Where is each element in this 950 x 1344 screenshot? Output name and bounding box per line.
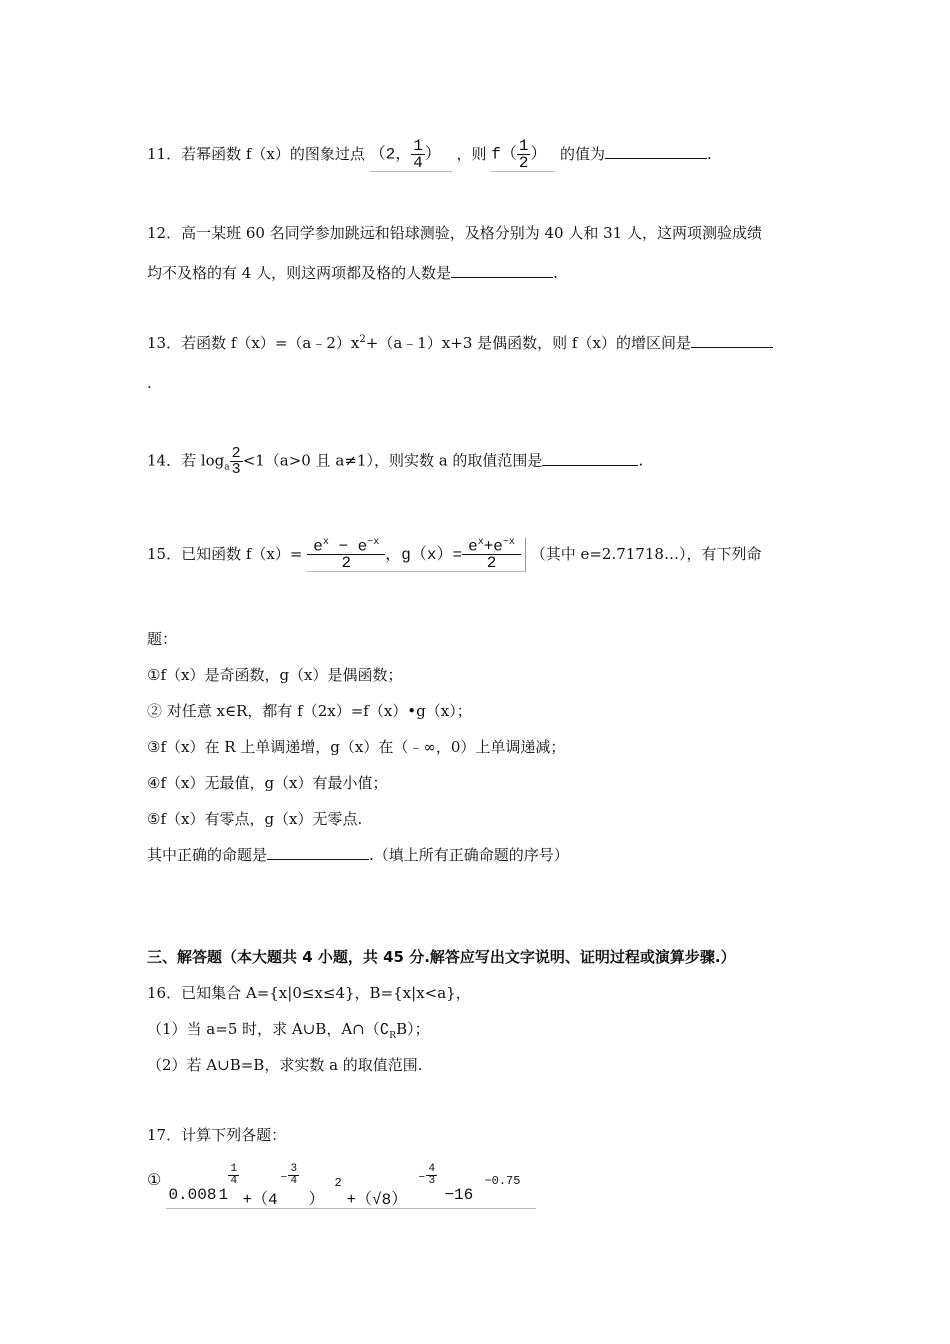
q15-item-4: ④f（x）无最值，g（x）有最小值；: [147, 774, 388, 792]
q14-fraction: $\frac{2}{3}$: [231, 445, 241, 478]
question-15-line2: 题：: [147, 630, 178, 648]
q12-answer-blank[interactable]: [451, 263, 553, 278]
q11-mid: ，则: [456, 145, 487, 163]
q15-item-2: ② 对任意 x∈R，都有 f（2x）=f（x）•g（x）；: [147, 702, 472, 720]
question-14: 14．若 $\log_a$ $\frac{2}{3}$ <1（a>0 且 a≠1），则实数 a 的取值范围是 .: [147, 445, 644, 478]
q15-item-1: ①f（x）是奇函数，g（x）是偶函数；: [147, 666, 403, 684]
q13-answer-blank[interactable]: [691, 333, 773, 348]
q11-prefix: 11．若幂函数 f（x）的图象过点: [147, 145, 365, 163]
q11-answer-blank[interactable]: [605, 144, 707, 159]
question-16-part1: （1）当 a=5 时，求 A∪B，$A\cap(∁_RB)$；: [147, 1020, 430, 1041]
q15-final: 其中正确的命题是 .（填上所有正确命题的序号）: [147, 846, 569, 864]
question-11: 11．若幂函数 f（x）的图象过点 （2， $\frac{1}{4}$ ） ，则 f（ $\frac{1}{2}$ ） 的值为 .: [147, 137, 712, 172]
question-13: 13．若函数 $f(x)=(a﹣2)x^2+(a﹣1)x+3$ 是偶函数，则 f（x）的增区间是: [147, 332, 773, 353]
q17-formula: 0.008 1 $\frac{1}{4}$ +（4 − $\frac{3}{4}$ ） 2 +（√8） − $\frac{4}{3}$ −16 −0.75: [166, 1164, 536, 1209]
question-17-expression: ① 0.008 1 $\frac{1}{4}$ +（4 − $\frac{3}{4}$ ） 2 +（√8） − $\frac{4}{3}$ −16 −0.75: [147, 1158, 536, 1203]
q14-answer-blank[interactable]: [542, 451, 638, 466]
section-3-heading: 三、解答题（本大题共 4 小题，共 45 分.解答应写出文字说明、证明过程或演算步骤.）: [147, 948, 736, 966]
q15-item-3: ③f（x）在 R 上单调递增，g（x）在（﹣∞，0）上单调递减；: [147, 738, 566, 756]
q11-point: （2， $\frac{1}{4}$ ）: [370, 138, 452, 172]
q15-answer-blank[interactable]: [267, 845, 369, 860]
q15-fg-formula: $\frac{e^x - e^{-x}}{2}$ ，g（x）= $\frac{e^x+e^{-x}}{2}$: [307, 538, 526, 572]
question-15: 15．已知函数 f（x）= $\frac{e^x - e^{-x}}{2}$ ，g（x）= $\frac{e^x+e^{-x}}{2}$ （其中 e=2.71718…），有下列命: [147, 537, 762, 573]
question-12-line2: 均不及格的有 4 人，则这两项都及格的人数是 .: [147, 264, 558, 282]
question-16-part2: （2）若 A∪B=B，求实数 a 的取值范围.: [147, 1056, 423, 1074]
question-12-line1: 12．高一某班 60 名同学参加跳远和铅球测验，及格分别为 40 人和 31 人，这两项测验成绩: [147, 224, 762, 242]
question-17-line1: 17．计算下列各题：: [147, 1126, 287, 1144]
q11-f-half: f（ $\frac{1}{2}$ ）: [491, 138, 555, 172]
question-13-line2: .: [147, 374, 152, 392]
question-16-line1: 16．已知集合 A={x|0≤x≤4}，B={x|x<a}，: [147, 984, 471, 1002]
q11-suffix: 的值为: [560, 145, 606, 163]
q15-item-5: ⑤f（x）有零点，g（x）无零点.: [147, 810, 363, 828]
